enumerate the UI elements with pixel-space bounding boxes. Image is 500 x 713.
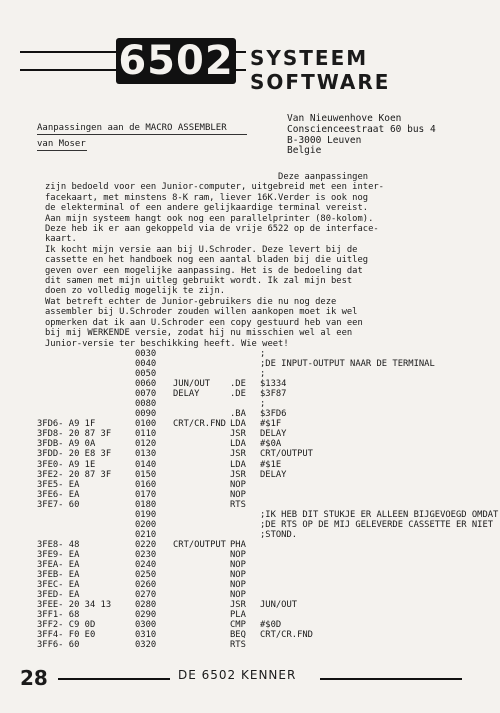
listing-label (173, 369, 230, 379)
listing-row (37, 429, 498, 439)
listing-address: 3FDB- A9 0A (37, 439, 96, 450)
listing-operand: ;STOND. (260, 529, 298, 540)
listing-row (37, 590, 498, 600)
listing-row (37, 470, 498, 480)
listing-address: 3FD8- 20 87 3F (37, 429, 112, 440)
listing-label (173, 640, 230, 650)
listing-operand: ;DE RTS OP DE MIJ GELEVERDE CASSETTE ER NIET (260, 519, 494, 530)
listing-opcode: NOP (230, 570, 246, 581)
page-number: 28 (20, 666, 48, 690)
article-author: van Moser (37, 139, 86, 149)
listing-label (173, 570, 230, 580)
listing-label: CRT/OUTPUT (173, 539, 226, 550)
listing-operand: $3F87 (260, 389, 287, 400)
listing-operand: JUN/OUT (260, 600, 298, 611)
listing-line-number: 0250 (135, 570, 157, 581)
listing-address: 3FE6- EA (37, 489, 80, 500)
body-text: Deze aanpassingen zijn bedoeld voor een Junior-computer, uitgebreid met een inter- facekaart, met minstens 8-K ram, liever 16K.Verder is ook nog de elekterminal of een andere gelijkaardige terminal vereist. Aan mijn systeem hangt ook nog een parallelprinter (80-kolom). Deze heb ik er aan gekoppeld via de vrije 6522 op de interface- kaart. Ik kocht mijn versie aan bij U.Schroder. Deze levert bij de cassette en het handboek nog een aantal bladen bij die uitleg geven over een mogelijke aanpassing. Het is de bedoeling dat dit samen met mijn uitleg gebruikt wordt. Ik zal mijn best doen zo volledig mogelijk te zijn. Wat betreft echter de Junior-gebruikers die nu nog deze assembler bij U.Schroder zouden willen aankopen moet ik wel opmerken dat ik aan U.Schroder een copy gestuurd heb van een bij mij WERKENDE versie, zodat hij nu misschien wel al een Junior-versie ter beschikking heeft. Wie weet! (45, 172, 384, 349)
listing-line-number: 0270 (135, 590, 157, 601)
listing-row (37, 480, 498, 490)
listing-label (173, 590, 230, 600)
address-line-2: Conscienceestraat 60 bus 4 (287, 123, 436, 135)
article-title: Aanpassingen aan de MACRO ASSEMBLER (37, 123, 227, 133)
listing-address: 3FD6- A9 1F (37, 419, 96, 430)
listing-line-number: 0310 (135, 630, 157, 641)
listing-address (37, 359, 135, 369)
listing-opcode: NOP (230, 489, 246, 500)
author-address (287, 114, 436, 157)
listing-row (37, 389, 498, 399)
listing-line-number: 0190 (135, 509, 157, 520)
page-footer (20, 662, 488, 692)
listing-line-number: 0110 (135, 429, 157, 440)
listing-line-number: 0120 (135, 439, 157, 450)
assembly-listing (37, 349, 498, 650)
listing-label (173, 429, 230, 439)
listing-opcode: RTS (230, 640, 246, 651)
listing-label (173, 449, 230, 459)
listing-address: 3FF1- 68 (37, 610, 80, 621)
listing-line-number: 0100 (135, 419, 157, 430)
address-line-4: Belgie (287, 145, 322, 157)
listing-address: 3FDD- 20 E8 3F (37, 449, 112, 460)
listing-opcode: LDA (230, 419, 246, 430)
address-line-1: Van Nieuwenhove Koen (287, 113, 402, 124)
listing-address (37, 369, 135, 379)
listing-line-number: 0050 (135, 369, 157, 380)
listing-row (37, 449, 498, 459)
listing-operand: ;DE INPUT-OUTPUT NAAR DE TERMINAL (260, 359, 435, 370)
masthead-title: SYSTEEM SOFTWARE (246, 46, 488, 94)
listing-operand: $1334 (260, 379, 287, 390)
listing-row (37, 510, 498, 520)
listing-label (173, 580, 230, 590)
listing-row (37, 359, 498, 369)
listing-label (173, 530, 230, 540)
listing-row (37, 490, 498, 500)
listing-address: 3FE0- A9 1E (37, 459, 96, 470)
listing-line-number: 0130 (135, 449, 157, 460)
listing-label (173, 399, 230, 409)
listing-opcode: PHA (230, 539, 246, 550)
listing-address (37, 530, 135, 540)
listing-label (173, 630, 230, 640)
listing-opcode: CMP (230, 620, 246, 631)
listing-label (173, 510, 230, 520)
listing-operand: ; (260, 369, 266, 380)
listing-opcode: NOP (230, 479, 246, 490)
listing-opcode (230, 399, 260, 409)
listing-address: 3FEB- EA (37, 570, 80, 581)
listing-operand: #$0D (260, 620, 282, 631)
listing-address: 3FE7- 60 (37, 499, 80, 510)
listing-opcode: JSR (230, 600, 246, 611)
listing-row (37, 500, 498, 510)
title-underline (37, 134, 247, 135)
listing-address: 3FE9- EA (37, 549, 80, 560)
listing-row (37, 600, 498, 610)
listing-label (173, 500, 230, 510)
footer-title: DE 6502 KENNER (178, 668, 297, 682)
listing-opcode: RTS (230, 499, 246, 510)
listing-row (37, 640, 498, 650)
listing-row (37, 419, 498, 429)
listing-opcode: NOP (230, 590, 246, 601)
listing-opcode: PLA (230, 610, 246, 621)
listing-row (37, 439, 498, 449)
listing-address (37, 520, 135, 530)
listing-row (37, 620, 498, 630)
listing-opcode: NOP (230, 580, 246, 591)
masthead (20, 38, 488, 94)
listing-row (37, 540, 498, 550)
listing-opcode: .DE (230, 389, 246, 400)
listing-opcode: NOP (230, 559, 246, 570)
listing-line-number: 0220 (135, 539, 157, 550)
listing-operand: #$1E (260, 459, 282, 470)
listing-opcode: NOP (230, 549, 246, 560)
listing-opcode: BEQ (230, 630, 246, 641)
listing-label (173, 490, 230, 500)
listing-label (173, 460, 230, 470)
listing-label (173, 610, 230, 620)
listing-label (173, 359, 230, 369)
listing-address (37, 389, 135, 399)
listing-opcode: JSR (230, 449, 246, 460)
listing-label (173, 620, 230, 630)
listing-label: JUN/OUT (173, 379, 211, 390)
listing-opcode: .DE (230, 379, 246, 390)
listing-line-number: 0060 (135, 379, 157, 390)
footer-rule-right (320, 678, 462, 680)
listing-opcode (230, 520, 260, 530)
listing-address (37, 399, 135, 409)
listing-label (173, 409, 230, 419)
listing-line-number: 0070 (135, 389, 157, 400)
listing-address: 3FF4- F0 E0 (37, 630, 96, 641)
author-underline (37, 150, 87, 151)
listing-row (37, 580, 498, 590)
listing-opcode (230, 510, 260, 520)
listing-address: 3FEA- EA (37, 559, 80, 570)
listing-row (37, 530, 498, 540)
listing-line-number: 0090 (135, 409, 157, 420)
listing-label (173, 439, 230, 449)
listing-row (37, 349, 498, 359)
listing-line-number: 0230 (135, 549, 157, 560)
masthead-logo: 6502 (116, 38, 236, 84)
listing-line-number: 0300 (135, 620, 157, 631)
footer-rule-left (58, 678, 170, 680)
listing-line-number: 0140 (135, 459, 157, 470)
listing-row (37, 560, 498, 570)
listing-opcode (230, 530, 260, 540)
listing-operand: CRT/CR.FND (260, 630, 313, 641)
listing-opcode: JSR (230, 429, 246, 440)
listing-operand: ; (260, 349, 266, 359)
listing-line-number: 0180 (135, 499, 157, 510)
listing-operand: CRT/OUTPUT (260, 449, 313, 460)
listing-operand: ;IK HEB DIT STUKJE ER ALLEEN BIJGEVOEGD OMDAT (260, 509, 499, 520)
listing-row (37, 630, 498, 640)
listing-opcode (230, 349, 260, 359)
listing-line-number: 0280 (135, 600, 157, 611)
listing-row (37, 610, 498, 620)
listing-operand: ; (260, 399, 266, 410)
listing-line-number: 0260 (135, 580, 157, 591)
listing-row (37, 409, 498, 419)
listing-row (37, 550, 498, 560)
listing-line-number: 0240 (135, 559, 157, 570)
listing-operand: #$1F (260, 419, 282, 430)
listing-row (37, 520, 498, 530)
address-line-3: B-3000 Leuven (287, 134, 362, 146)
listing-opcode: JSR (230, 469, 246, 480)
listing-row (37, 369, 498, 379)
listing-address: 3FE2- 20 87 3F (37, 469, 112, 480)
listing-row (37, 570, 498, 580)
listing-address: 3FEE- 20 34 13 (37, 600, 112, 611)
listing-label: CRT/CR.FND (173, 419, 226, 430)
listing-operand: $3FD6 (260, 409, 287, 420)
listing-row (37, 399, 498, 409)
listing-opcode: LDA (230, 459, 246, 470)
listing-line-number: 0200 (135, 519, 157, 530)
listing-address: 3FED- EA (37, 590, 80, 601)
listing-label (173, 480, 230, 490)
listing-label (173, 600, 230, 610)
listing-label (173, 550, 230, 560)
listing-line-number: 0040 (135, 359, 157, 370)
listing-address: 3FF2- C9 0D (37, 620, 96, 631)
listing-address (37, 510, 135, 520)
listing-line-number: 0320 (135, 640, 157, 651)
listing-address (37, 349, 135, 359)
listing-opcode (230, 359, 260, 369)
listing-address: 3FE5- EA (37, 479, 80, 490)
listing-label (173, 520, 230, 530)
listing-row (37, 460, 498, 470)
listing-address (37, 409, 135, 419)
listing-opcode (230, 369, 260, 379)
listing-line-number: 0080 (135, 399, 157, 410)
listing-address: 3FEC- EA (37, 580, 80, 591)
listing-label (173, 560, 230, 570)
listing-label (173, 349, 230, 359)
listing-address: 3FF6- 60 (37, 640, 80, 651)
listing-row (37, 379, 498, 389)
listing-operand: DELAY (260, 469, 287, 480)
listing-opcode: .BA (230, 409, 246, 420)
listing-label: DELAY (173, 389, 200, 400)
listing-label (173, 470, 230, 480)
listing-address (37, 379, 135, 389)
listing-line-number: 0170 (135, 489, 157, 500)
listing-line-number: 0160 (135, 479, 157, 490)
listing-line-number: 0290 (135, 610, 157, 621)
listing-operand: DELAY (260, 429, 287, 440)
listing-operand: #$0A (260, 439, 282, 450)
listing-address: 3FE8- 48 (37, 539, 80, 550)
listing-line-number: 0150 (135, 469, 157, 480)
listing-line-number: 0210 (135, 529, 157, 540)
listing-opcode: LDA (230, 439, 246, 450)
listing-line-number: 0030 (135, 349, 157, 359)
